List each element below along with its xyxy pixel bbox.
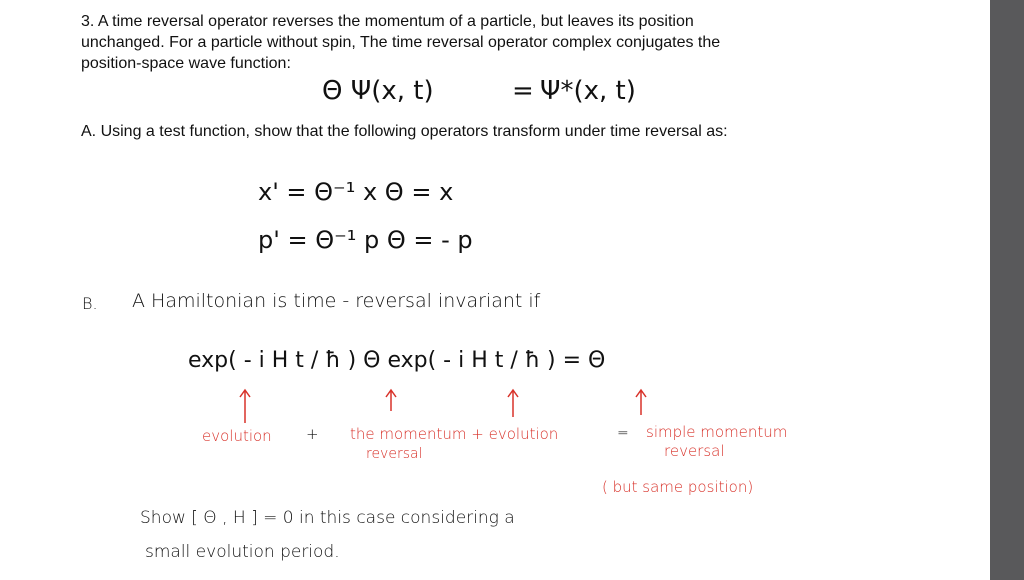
position-transform-equation: x' = Θ⁻¹ x Θ = x: [258, 178, 454, 206]
note-equals: =: [617, 425, 629, 441]
note-momentum-evolution: the momentum + evolution: [350, 425, 559, 443]
show-commutator-line: Show [ Θ , H ] = 0 in this case considering a: [140, 508, 515, 528]
note-plus: +: [306, 425, 319, 443]
time-reversal-equation-equals: =: [512, 76, 534, 106]
note-simple-momentum: simple momentum: [646, 423, 788, 441]
note-evolution: evolution: [202, 427, 272, 445]
note-reversal-1: reversal: [366, 446, 423, 462]
intro-line-3: position-space wave function:: [81, 55, 291, 72]
arrow-up-icon: [634, 388, 648, 416]
part-a-text: A. Using a test function, show that the following operators transform under time reversal as:: [81, 123, 728, 140]
hamiltonian-invariance-equation: exp( - i H t / ħ ) Θ exp( - i H t / ħ ) = Θ: [188, 348, 606, 373]
note-reversal-2: reversal: [664, 442, 725, 460]
part-b-label: B.: [82, 294, 98, 313]
arrow-up-icon: [384, 388, 398, 412]
time-reversal-equation-lhs: Θ Ψ(x, t): [322, 76, 434, 106]
part-b-text: A Hamiltonian is time - reversal invariant if: [132, 290, 541, 312]
arrow-up-icon: [238, 388, 252, 424]
arrow-up-icon: [506, 388, 520, 418]
time-reversal-equation-rhs: Ψ*(x, t): [540, 76, 636, 106]
intro-line-2: unchanged. For a particle without spin, The time reversal operator complex conjugates the: [81, 34, 721, 51]
intro-line-1: 3. A time reversal operator reverses the momentum of a particle, but leaves its position: [81, 13, 694, 30]
note-same-position: ( but same position): [602, 478, 754, 496]
momentum-transform-equation: p' = Θ⁻¹ p Θ = - p: [258, 226, 473, 254]
show-evolution-period-line: small evolution period.: [145, 542, 340, 562]
window-edge-bar: [990, 0, 1024, 580]
